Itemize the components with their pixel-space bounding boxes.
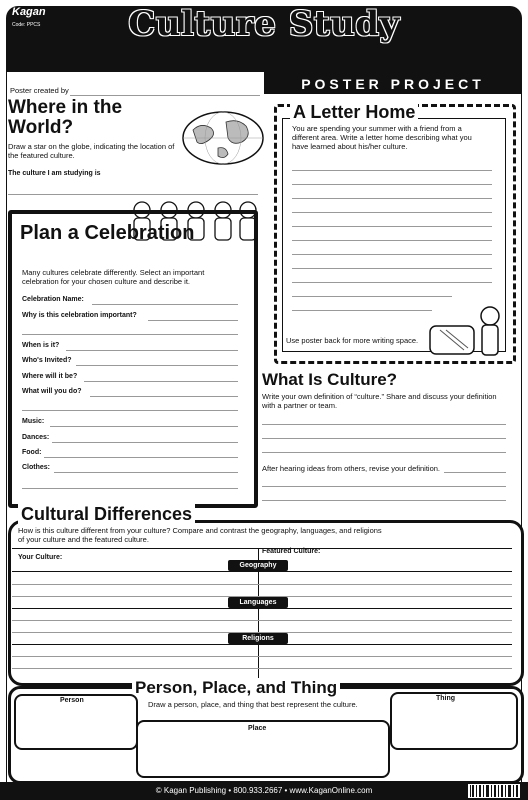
letter-instructions: You are spending your summer with a friend from a different area. Write a letter home describing what you have learned about his/her culture. [292,124,472,151]
celebration-name-line[interactable] [92,304,238,305]
languages-tag: Languages [228,597,288,608]
write-line[interactable] [12,632,512,633]
write-line[interactable] [12,620,512,621]
row-rule [12,571,512,572]
write-line[interactable] [12,668,512,669]
letter-line [292,198,492,199]
featured-culture-label: Featured Culture: [262,548,321,555]
revise-line[interactable] [262,486,506,487]
celebration-name-label: Celebration Name: [22,296,84,303]
letter-line [292,268,492,269]
letter-line [292,212,492,213]
where-line[interactable] [84,381,238,382]
letter-line [292,240,492,241]
page-title: Culture Study [128,4,400,44]
person-label: Person [60,697,84,704]
who-invited-label: Who's Invited? [22,357,72,364]
letter-line [292,282,492,283]
footer-text: © Kagan Publishing • 800.933.2667 • www.KaganOnline.com [155,786,373,795]
why-important-label: Why is this celebration important? [22,312,137,319]
revise-label: After hearing ideas from others, revise your definition. [262,464,441,473]
when-label: When is it? [22,342,60,349]
where-instructions: Draw a star on the globe, indicating the location of the featured culture. [8,142,175,160]
differences-title: Cultural Differences [18,504,195,525]
what-do-label: What will you do? [22,388,82,395]
barcode-icon [468,784,520,798]
music-label: Music: [22,418,45,425]
row-rule [12,608,512,609]
differences-top-rule [12,548,512,549]
what-is-culture-instructions: Write your own definition of “culture.” Share and discuss your definition with a partner or team. [262,392,497,410]
why-important-line[interactable] [22,334,238,335]
definition-line[interactable] [262,452,506,453]
clothes-label: Clothes: [22,464,50,471]
religions-tag: Religions [228,633,288,644]
geography-tag: Geography [228,560,288,571]
letter-line [292,170,492,171]
dances-label: Dances: [22,434,50,441]
plan-title: Plan a Celebration [20,222,195,244]
what-do-line[interactable] [90,396,238,397]
differences-instructions: How is this culture different from your culture? Compare and contrast the geography, languages, and religions of your culture and the featured culture. [18,526,382,544]
globe-icon[interactable] [178,108,268,168]
letter-title: A Letter Home [290,102,418,123]
revise-line[interactable] [444,472,506,473]
thing-label: Thing [436,695,456,702]
studying-label: The culture I am studying is [8,170,101,177]
clothes-line[interactable] [54,472,238,473]
what-do-line[interactable] [22,410,238,411]
studying-line [8,194,258,195]
mailbox-icon [426,300,506,364]
what-is-culture-title: What Is Culture? [262,370,398,389]
write-line[interactable] [12,656,512,657]
why-important-line[interactable] [148,320,238,321]
who-invited-line[interactable] [76,365,238,366]
definition-line[interactable] [262,424,506,425]
row-rule [12,644,512,645]
letter-line [292,184,492,185]
ppt-title: Person, Place, and Thing [132,678,340,698]
where-label: Where will it be? [22,373,78,380]
dances-line[interactable] [52,442,238,443]
page-subtitle: POSTER PROJECT [301,76,485,92]
letter-line [292,226,492,227]
write-line[interactable] [12,596,512,597]
food-label: Food: [22,449,42,456]
product-code: Code: PPCS [12,22,41,28]
food-line[interactable] [44,457,238,458]
your-culture-label: Your Culture: [18,554,63,561]
where-title: Where in the World? [8,97,123,138]
plan-instructions: Many cultures celebrate differently. Select an important celebration for your chosen culture and describe it. [22,268,205,286]
write-line[interactable] [12,584,512,585]
brand-logo: Kagan [12,6,46,18]
place-label: Place [248,725,267,732]
clothes-line[interactable] [22,488,238,489]
letter-line [292,254,492,255]
ppt-instructions: Draw a person, place, and thing that best represent the culture. [148,700,358,709]
revise-line[interactable] [262,500,506,501]
music-line[interactable] [50,426,238,427]
created-by-line [70,95,260,96]
letter-footer: Use poster back for more writing space. [286,336,419,345]
letter-line [292,310,432,311]
definition-line[interactable] [262,438,506,439]
letter-line [292,296,452,297]
created-by-label: Poster created by [10,86,69,95]
when-line[interactable] [66,350,238,351]
